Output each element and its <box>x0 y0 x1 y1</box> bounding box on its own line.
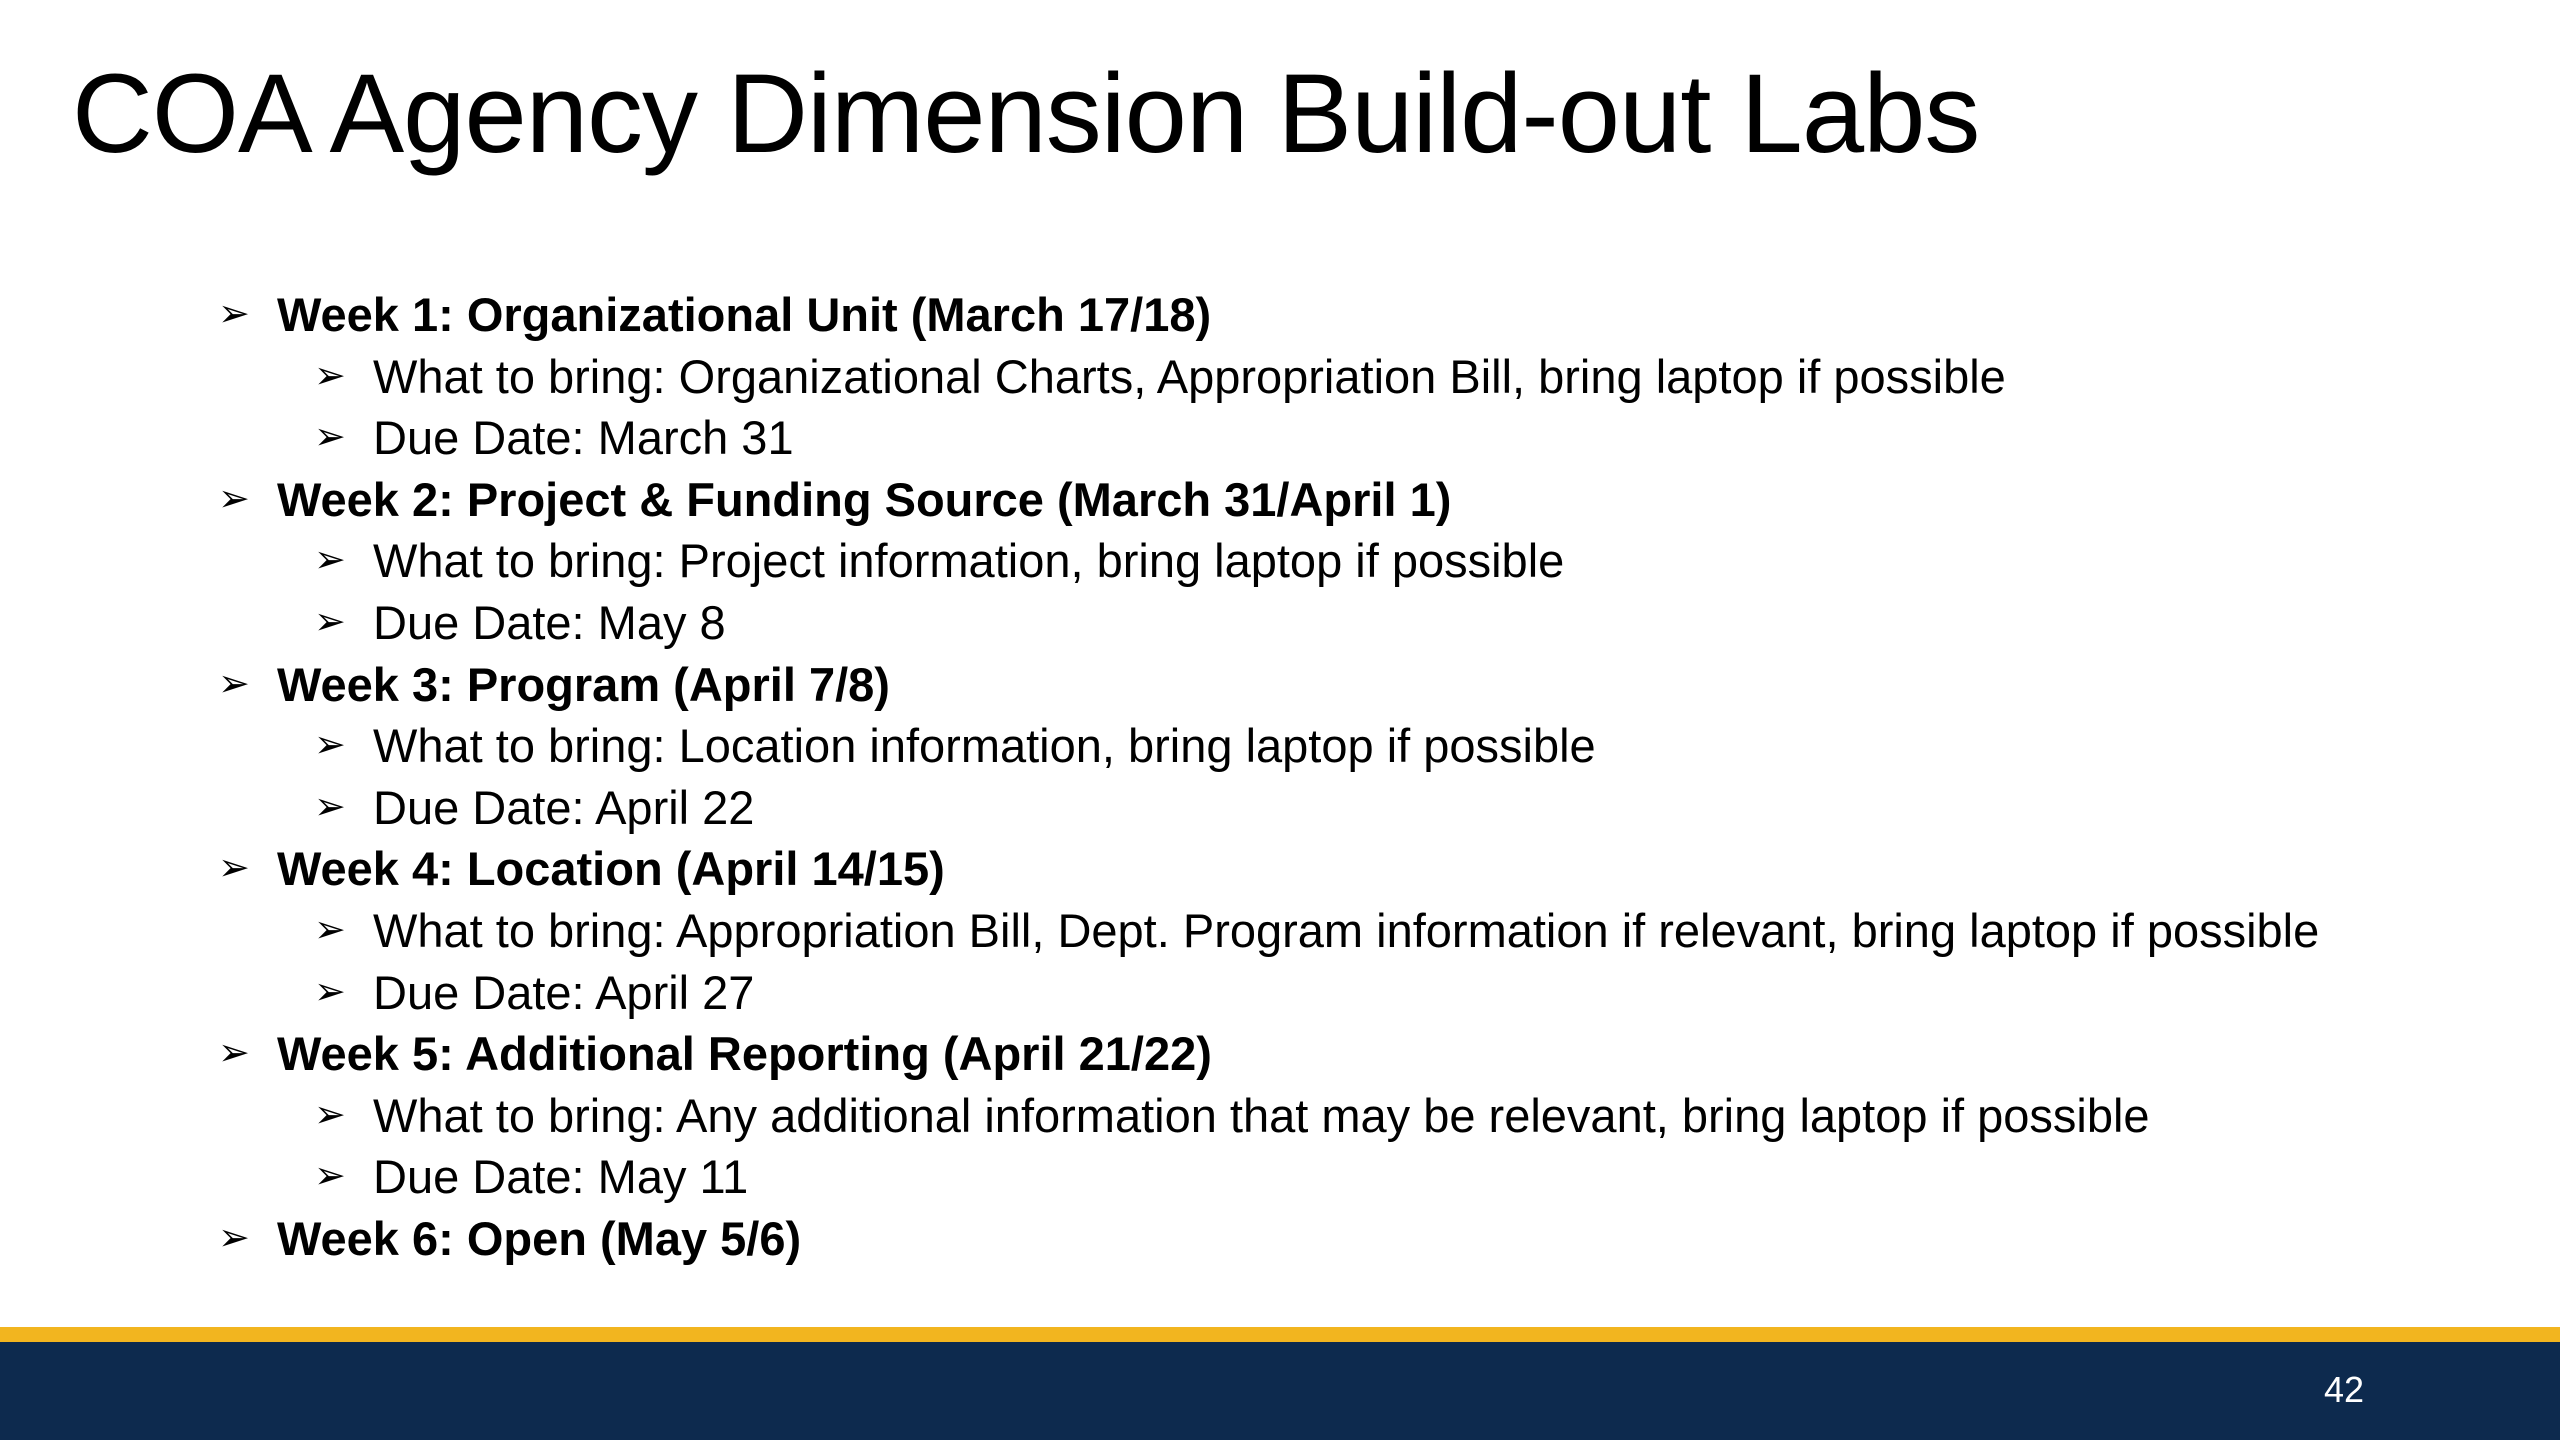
arrow-bullet-icon: ➢ <box>314 600 346 643</box>
arrow-bullet-icon: ➢ <box>218 1032 250 1075</box>
sub-item <box>0 962 2560 1024</box>
sub-item <box>0 530 2560 592</box>
arrow-bullet-icon: ➢ <box>218 1216 250 1259</box>
arrow-bullet-icon: ➢ <box>218 477 250 520</box>
sub-item <box>0 407 2560 469</box>
week-heading: Week 6: Open (May 5/6) <box>277 1211 802 1265</box>
what-to-bring-text: What to bring: Appropriation Bill, Dept. Program information if relevant, bring laptop if possible <box>373 903 2320 957</box>
arrow-bullet-icon: ➢ <box>314 354 346 397</box>
week-heading: Week 4: Location (April 14/15) <box>277 842 945 896</box>
footer-accent-stripe <box>0 1327 2560 1342</box>
list-item-week-6 <box>0 1208 2560 1270</box>
arrow-bullet-icon: ➢ <box>218 662 250 705</box>
sub-item <box>0 592 2560 654</box>
what-to-bring-text: What to bring: Organizational Charts, Appropriation Bill, bring laptop if possible <box>373 349 2006 403</box>
footer-bar <box>0 1342 2560 1440</box>
arrow-bullet-icon: ➢ <box>314 724 346 767</box>
arrow-bullet-icon: ➢ <box>218 293 250 335</box>
slide-title: COA Agency Dimension Build-out Labs <box>72 51 1980 176</box>
week-heading: Week 5: Additional Reporting (April 21/22) <box>277 1027 1212 1081</box>
sub-item <box>0 1085 2560 1147</box>
week-heading: Week 2: Project & Funding Source (March 31/April 1) <box>277 472 1452 526</box>
what-to-bring-text: What to bring: Location information, bring laptop if possible <box>373 719 1596 773</box>
arrow-bullet-icon: ➢ <box>314 970 346 1013</box>
due-date-text: Due Date: March 31 <box>373 411 794 465</box>
arrow-bullet-icon: ➢ <box>314 785 346 828</box>
arrow-bullet-icon: ➢ <box>314 908 346 951</box>
due-date-text: Due Date: April 22 <box>373 780 755 834</box>
week-heading: Week 1: Organizational Unit (March 17/18) <box>277 288 1212 341</box>
what-to-bring-text: What to bring: Project information, bring laptop if possible <box>373 534 1565 588</box>
list-item-week-2 <box>0 469 2560 531</box>
arrow-bullet-icon: ➢ <box>314 416 346 459</box>
due-date-text: Due Date: May 11 <box>373 1150 749 1204</box>
list-item-week-4 <box>0 838 2560 900</box>
list-item-week-1 <box>0 284 2560 346</box>
sub-item <box>0 1146 2560 1208</box>
arrow-bullet-icon: ➢ <box>218 847 250 890</box>
what-to-bring-text: What to bring: Any additional information that may be relevant, bring laptop if possible <box>373 1088 2150 1142</box>
due-date-text: Due Date: May 8 <box>373 595 726 649</box>
sub-item <box>0 900 2560 962</box>
due-date-text: Due Date: April 27 <box>373 965 755 1019</box>
agenda-list <box>0 284 2560 1270</box>
list-item-week-5 <box>0 1023 2560 1085</box>
page-number: 42 <box>2323 1369 2364 1410</box>
sub-item <box>0 715 2560 777</box>
arrow-bullet-icon: ➢ <box>314 1155 346 1198</box>
arrow-bullet-icon: ➢ <box>314 539 346 582</box>
sub-item <box>0 346 2560 408</box>
arrow-bullet-icon: ➢ <box>314 1093 346 1136</box>
sub-item <box>0 777 2560 839</box>
week-heading: Week 3: Program (April 7/8) <box>277 657 890 711</box>
list-item-week-3 <box>0 654 2560 716</box>
